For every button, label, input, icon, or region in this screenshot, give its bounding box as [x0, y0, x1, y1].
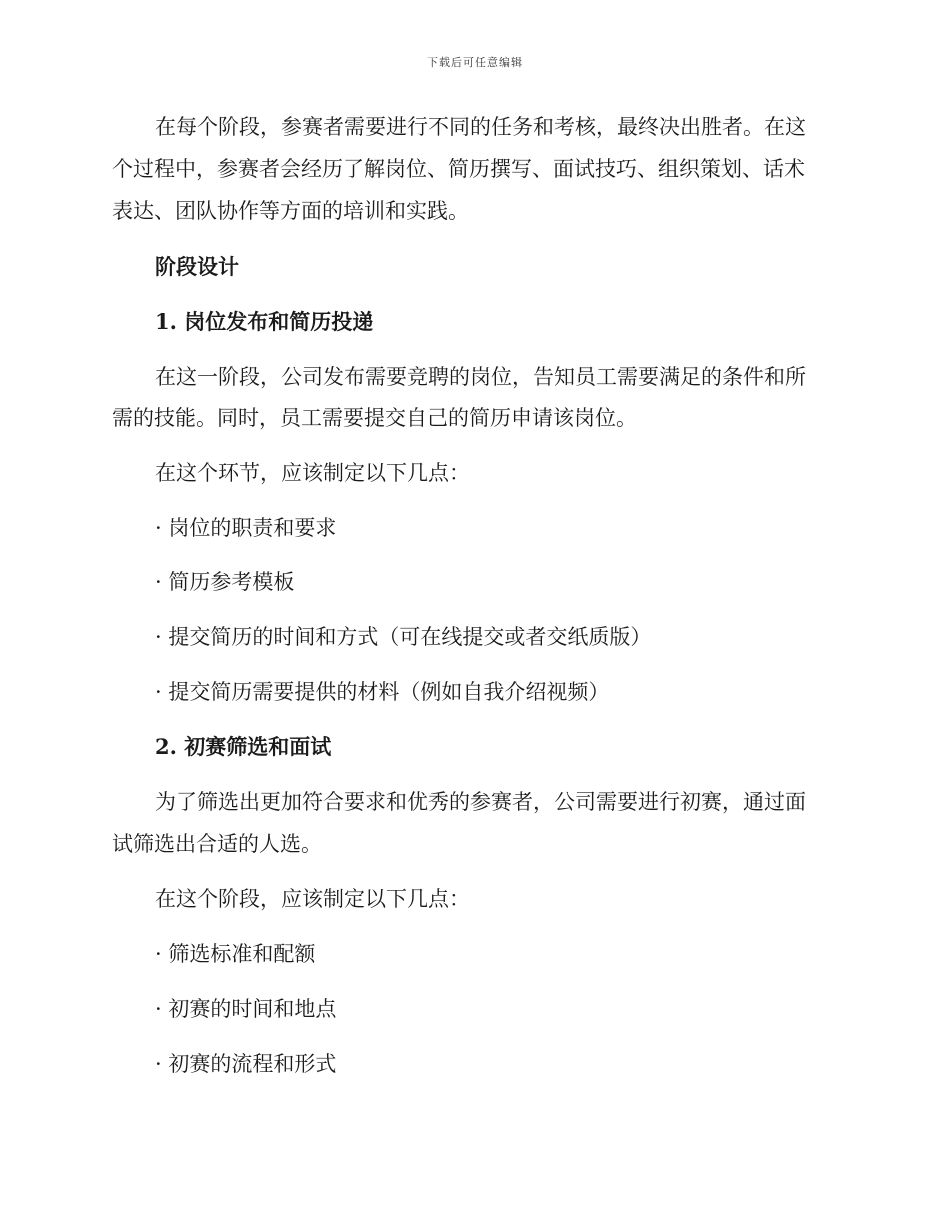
stage2-list-intro: 在这个阶段，应该制定以下几点：: [155, 887, 470, 911]
stage1-list-item: · 岗位的职责和要求: [155, 516, 337, 540]
stage2-list-item: · 筛选标准和配额: [155, 942, 316, 966]
stage2-list-item: · 初赛的流程和形式: [155, 1052, 337, 1076]
intro-line-1: 在每个阶段，参赛者需要进行不同的任务和考核，最终决出胜者。在这: [155, 115, 806, 139]
stage2-heading: 2. 初赛筛选和面试: [155, 734, 332, 759]
stage1-heading: 1. 岗位发布和简历投递: [155, 309, 374, 334]
stage1-paragraph-line-2: 需的技能。同时，员工需要提交自己的简历申请该岗位。: [112, 406, 637, 430]
section-title: 阶段设计: [155, 254, 239, 279]
stage1-list-intro: 在这个环节，应该制定以下几点：: [155, 461, 470, 485]
stage2-list-item: · 初赛的时间和地点: [155, 997, 337, 1021]
page-header-note: 下载后可任意编辑: [427, 56, 523, 69]
intro-line-3: 表达、团队协作等方面的培训和实践。: [112, 199, 469, 223]
stage1-list-item: · 简历参考模板: [155, 570, 295, 594]
intro-line-2: 个过程中，参赛者会经历了解岗位、简历撰写、面试技巧、组织策划、话术: [112, 157, 805, 181]
stage2-paragraph-line-1: 为了筛选出更加符合要求和优秀的参赛者，公司需要进行初赛，通过面: [155, 790, 806, 814]
stage1-list-item: · 提交简历的时间和方式（可在线提交或者交纸质版）: [155, 625, 652, 649]
stage2-paragraph-line-2: 试筛选出合适的人选。: [112, 832, 322, 856]
stage1-list-item: · 提交简历需要提供的材料（例如自我介绍视频）: [155, 680, 610, 704]
stage1-paragraph-line-1: 在这一阶段，公司发布需要竞聘的岗位，告知员工需要满足的条件和所: [155, 365, 806, 389]
